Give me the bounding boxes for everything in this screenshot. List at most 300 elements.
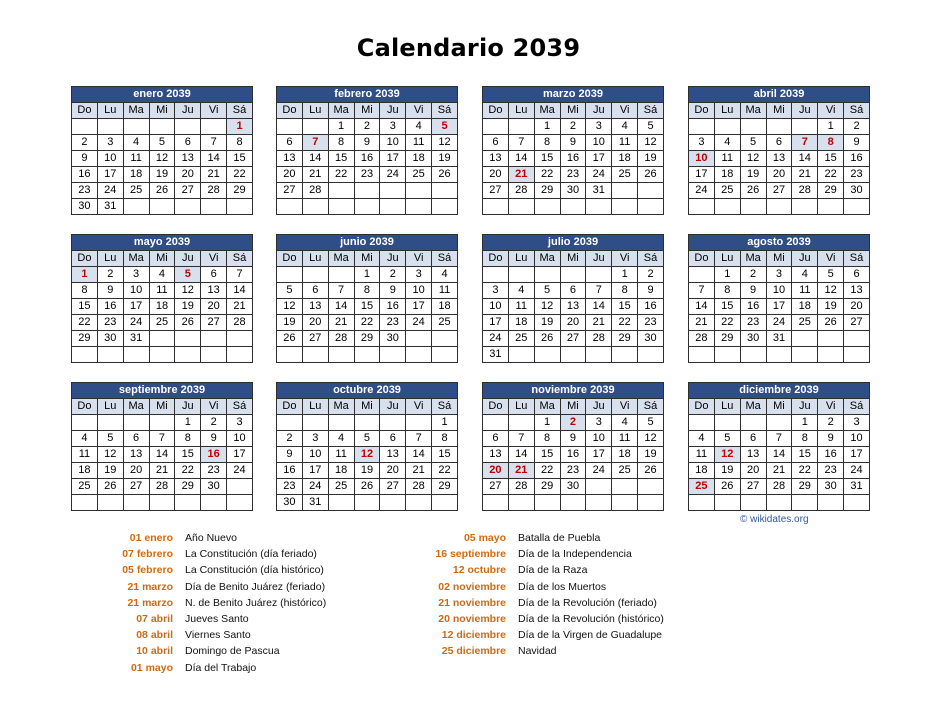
empty-day-cell [201, 495, 227, 511]
empty-day-cell [175, 119, 201, 135]
day-cell: 4 [714, 135, 740, 151]
day-cell: 2 [638, 267, 664, 283]
day-cell: 22 [792, 463, 818, 479]
holiday-name: Viernes Santo [185, 629, 251, 642]
day-cell: 10 [766, 283, 792, 299]
day-cell: 4 [406, 119, 432, 135]
day-cell: 25 [612, 167, 638, 183]
holiday-day-cell: 10 [689, 151, 715, 167]
day-cell: 24 [586, 463, 612, 479]
day-cell: 11 [612, 431, 638, 447]
day-cell: 1 [714, 267, 740, 283]
day-cell: 18 [123, 167, 149, 183]
weekday-label: Do [72, 251, 98, 267]
day-cell: 20 [483, 167, 509, 183]
day-cell: 16 [560, 151, 586, 167]
empty-day-cell [406, 347, 432, 363]
day-cell: 28 [792, 183, 818, 199]
day-cell: 6 [560, 283, 586, 299]
weekday-label: Sá [227, 399, 253, 415]
day-cell: 24 [844, 463, 870, 479]
holiday-day-cell: 5 [175, 267, 201, 283]
holiday-row [420, 611, 664, 627]
holiday-date: 20 noviembre [438, 612, 506, 625]
day-cell: 28 [508, 479, 534, 495]
day-cell: 24 [766, 315, 792, 331]
day-cell: 25 [72, 479, 98, 495]
day-cell: 6 [201, 267, 227, 283]
day-cell: 13 [277, 151, 303, 167]
month-name: febrero 2039 [277, 87, 458, 103]
empty-day-cell [406, 331, 432, 347]
day-cell: 24 [380, 167, 406, 183]
weekday-label: Mi [766, 399, 792, 415]
empty-day-cell [380, 415, 406, 431]
holiday-day-cell: 1 [72, 267, 98, 283]
day-cell: 8 [432, 431, 458, 447]
day-cell: 4 [792, 267, 818, 283]
day-cell: 7 [328, 283, 354, 299]
empty-day-cell [792, 331, 818, 347]
day-cell: 4 [612, 415, 638, 431]
month-calendar [276, 382, 458, 511]
holiday-date: 10 abril [136, 645, 173, 658]
day-cell: 17 [97, 167, 123, 183]
holiday-list-left [100, 530, 326, 676]
holiday-date: 21 marzo [127, 596, 173, 609]
day-cell: 27 [175, 183, 201, 199]
weekday-label: Ma [534, 399, 560, 415]
day-cell: 28 [227, 315, 253, 331]
empty-day-cell [302, 347, 328, 363]
day-cell: 3 [406, 267, 432, 283]
empty-day-cell [638, 479, 664, 495]
day-cell: 25 [406, 167, 432, 183]
empty-day-cell [406, 199, 432, 215]
day-cell: 7 [766, 431, 792, 447]
day-cell: 11 [406, 135, 432, 151]
empty-day-cell [72, 119, 98, 135]
empty-day-cell [534, 267, 560, 283]
day-cell: 1 [534, 415, 560, 431]
empty-day-cell [740, 119, 766, 135]
holiday-day-cell: 7 [302, 135, 328, 151]
day-cell: 22 [432, 463, 458, 479]
day-cell: 8 [175, 431, 201, 447]
empty-day-cell [612, 495, 638, 511]
holiday-list-right [420, 530, 664, 660]
empty-day-cell [432, 347, 458, 363]
weekday-label: Do [72, 103, 98, 119]
holiday-name: Año Nuevo [185, 532, 237, 544]
weekday-label: Vi [818, 103, 844, 119]
day-cell: 13 [483, 447, 509, 463]
weekday-label: Ju [380, 399, 406, 415]
empty-day-cell [689, 267, 715, 283]
holiday-row [420, 627, 664, 643]
day-cell: 29 [612, 331, 638, 347]
day-cell: 11 [149, 283, 175, 299]
empty-day-cell [818, 199, 844, 215]
day-cell: 16 [818, 447, 844, 463]
day-cell: 29 [534, 183, 560, 199]
day-cell: 5 [638, 119, 664, 135]
day-cell: 22 [534, 463, 560, 479]
day-cell: 20 [201, 299, 227, 315]
day-cell: 17 [380, 151, 406, 167]
day-cell: 4 [123, 135, 149, 151]
holiday-day-cell: 20 [483, 463, 509, 479]
day-cell: 5 [740, 135, 766, 151]
day-cell: 6 [483, 431, 509, 447]
holiday-day-cell: 2 [560, 415, 586, 431]
holiday-name: Día de la Revolución (feriado) [518, 596, 657, 609]
day-cell: 7 [227, 267, 253, 283]
empty-day-cell [714, 347, 740, 363]
day-cell: 17 [483, 315, 509, 331]
empty-day-cell [123, 495, 149, 511]
day-cell: 22 [72, 315, 98, 331]
day-cell: 15 [328, 151, 354, 167]
day-cell: 3 [123, 267, 149, 283]
empty-day-cell [175, 199, 201, 215]
day-cell: 19 [638, 151, 664, 167]
day-cell: 2 [97, 267, 123, 283]
empty-day-cell [483, 199, 509, 215]
empty-day-cell [227, 347, 253, 363]
day-cell: 4 [72, 431, 98, 447]
day-cell: 10 [97, 151, 123, 167]
weekday-label: Ju [175, 399, 201, 415]
weekday-label: Sá [844, 399, 870, 415]
empty-day-cell [328, 183, 354, 199]
day-cell: 19 [354, 463, 380, 479]
day-cell: 10 [302, 447, 328, 463]
empty-day-cell [534, 199, 560, 215]
day-cell: 14 [406, 447, 432, 463]
weekday-label: Ma [123, 103, 149, 119]
holiday-row [100, 530, 326, 546]
day-cell: 29 [227, 183, 253, 199]
day-cell: 12 [97, 447, 123, 463]
weekday-label: Sá [227, 251, 253, 267]
day-cell: 10 [123, 283, 149, 299]
day-cell: 23 [277, 479, 303, 495]
weekday-label: Do [483, 399, 509, 415]
weekday-label: Do [277, 251, 303, 267]
day-cell: 9 [201, 431, 227, 447]
empty-day-cell [766, 199, 792, 215]
empty-day-cell [792, 119, 818, 135]
day-cell: 13 [123, 447, 149, 463]
empty-day-cell [714, 199, 740, 215]
day-cell: 27 [560, 331, 586, 347]
day-cell: 25 [792, 315, 818, 331]
empty-day-cell [97, 119, 123, 135]
day-cell: 17 [844, 447, 870, 463]
holiday-day-cell: 7 [792, 135, 818, 151]
day-cell: 26 [432, 167, 458, 183]
holiday-name: N. de Benito Juárez (histórico) [185, 596, 327, 609]
day-cell: 10 [406, 283, 432, 299]
holiday-day-cell: 16 [201, 447, 227, 463]
day-cell: 13 [560, 299, 586, 315]
day-cell: 26 [277, 331, 303, 347]
empty-day-cell [432, 495, 458, 511]
weekday-label: Sá [432, 103, 458, 119]
day-cell: 1 [354, 267, 380, 283]
day-cell: 2 [560, 119, 586, 135]
weekday-label: Do [277, 399, 303, 415]
empty-day-cell [175, 331, 201, 347]
empty-day-cell [302, 119, 328, 135]
day-cell: 6 [380, 431, 406, 447]
holiday-day-cell: 12 [354, 447, 380, 463]
day-cell: 17 [227, 447, 253, 463]
weekday-label: Ma [328, 251, 354, 267]
empty-day-cell [714, 415, 740, 431]
day-cell: 25 [508, 331, 534, 347]
day-cell: 9 [560, 431, 586, 447]
holiday-row [100, 546, 326, 562]
empty-day-cell [201, 119, 227, 135]
day-cell: 13 [740, 447, 766, 463]
day-cell: 12 [740, 151, 766, 167]
day-cell: 25 [714, 183, 740, 199]
day-cell: 30 [560, 183, 586, 199]
day-cell: 16 [380, 299, 406, 315]
empty-day-cell [612, 347, 638, 363]
day-cell: 17 [123, 299, 149, 315]
day-cell: 26 [638, 463, 664, 479]
month-name: mayo 2039 [72, 235, 253, 251]
day-cell: 23 [560, 463, 586, 479]
day-cell: 2 [380, 267, 406, 283]
weekday-label: Lu [97, 399, 123, 415]
day-cell: 10 [483, 299, 509, 315]
day-cell: 15 [792, 447, 818, 463]
day-cell: 20 [123, 463, 149, 479]
empty-day-cell [766, 347, 792, 363]
day-cell: 3 [302, 431, 328, 447]
month-name: noviembre 2039 [483, 383, 664, 399]
day-cell: 19 [740, 167, 766, 183]
day-cell: 22 [534, 167, 560, 183]
month-calendar [482, 234, 664, 363]
day-cell: 22 [175, 463, 201, 479]
day-cell: 14 [508, 447, 534, 463]
day-cell: 21 [328, 315, 354, 331]
day-cell: 9 [844, 135, 870, 151]
day-cell: 9 [818, 431, 844, 447]
holiday-date: 21 noviembre [438, 596, 506, 609]
day-cell: 25 [612, 463, 638, 479]
holiday-date: 07 abril [136, 612, 173, 625]
day-cell: 31 [766, 331, 792, 347]
empty-day-cell [406, 183, 432, 199]
weekday-label: Do [689, 103, 715, 119]
month-name: septiembre 2039 [72, 383, 253, 399]
day-cell: 5 [277, 283, 303, 299]
day-cell: 27 [302, 331, 328, 347]
weekday-label: Mi [560, 103, 586, 119]
day-cell: 8 [354, 283, 380, 299]
holiday-row [100, 595, 326, 611]
weekday-label: Vi [612, 399, 638, 415]
day-cell: 10 [586, 431, 612, 447]
day-cell: 4 [149, 267, 175, 283]
day-cell: 21 [302, 167, 328, 183]
day-cell: 2 [354, 119, 380, 135]
day-cell: 9 [740, 283, 766, 299]
day-cell: 9 [354, 135, 380, 151]
day-cell: 30 [638, 331, 664, 347]
day-cell: 9 [72, 151, 98, 167]
day-cell: 18 [328, 463, 354, 479]
empty-day-cell [302, 267, 328, 283]
empty-day-cell [560, 495, 586, 511]
weekday-label: Mi [149, 103, 175, 119]
day-cell: 8 [72, 283, 98, 299]
day-cell: 11 [714, 151, 740, 167]
weekday-label: Ma [123, 251, 149, 267]
weekday-label: Ju [380, 251, 406, 267]
day-cell: 29 [818, 183, 844, 199]
day-cell: 26 [354, 479, 380, 495]
day-cell: 11 [792, 283, 818, 299]
day-cell: 21 [766, 463, 792, 479]
empty-day-cell [432, 331, 458, 347]
month-calendar [71, 382, 253, 511]
day-cell: 15 [612, 299, 638, 315]
day-cell: 31 [483, 347, 509, 363]
month-name: julio 2039 [483, 235, 664, 251]
holiday-date: 05 febrero [122, 564, 173, 577]
day-cell: 31 [123, 331, 149, 347]
empty-day-cell [201, 331, 227, 347]
day-cell: 30 [277, 495, 303, 511]
empty-day-cell [328, 347, 354, 363]
day-cell: 11 [508, 299, 534, 315]
holiday-date: 12 diciembre [441, 629, 506, 642]
weekday-label: Ju [586, 251, 612, 267]
day-cell: 10 [227, 431, 253, 447]
weekday-label: Lu [714, 103, 740, 119]
empty-day-cell [534, 495, 560, 511]
day-cell: 3 [227, 415, 253, 431]
weekday-label: Ju [586, 399, 612, 415]
day-cell: 5 [534, 283, 560, 299]
day-cell: 30 [844, 183, 870, 199]
day-cell: 26 [175, 315, 201, 331]
day-cell: 28 [766, 479, 792, 495]
holiday-row [100, 660, 326, 676]
day-cell: 9 [560, 135, 586, 151]
day-cell: 23 [354, 167, 380, 183]
day-cell: 12 [638, 135, 664, 151]
day-cell: 13 [302, 299, 328, 315]
day-cell: 16 [97, 299, 123, 315]
day-cell: 14 [302, 151, 328, 167]
day-cell: 21 [201, 167, 227, 183]
day-cell: 15 [175, 447, 201, 463]
day-cell: 30 [818, 479, 844, 495]
day-cell: 26 [740, 183, 766, 199]
empty-day-cell [714, 495, 740, 511]
day-cell: 19 [175, 299, 201, 315]
day-cell: 14 [586, 299, 612, 315]
day-cell: 1 [612, 267, 638, 283]
day-cell: 17 [586, 447, 612, 463]
empty-day-cell [432, 199, 458, 215]
day-cell: 6 [302, 283, 328, 299]
day-cell: 16 [560, 447, 586, 463]
page-title: Calendario 2039 [356, 34, 581, 62]
day-cell: 6 [277, 135, 303, 151]
day-cell: 12 [175, 283, 201, 299]
month-name: marzo 2039 [483, 87, 664, 103]
day-cell: 6 [766, 135, 792, 151]
empty-day-cell [586, 199, 612, 215]
day-cell: 27 [844, 315, 870, 331]
empty-day-cell [508, 267, 534, 283]
empty-day-cell [483, 415, 509, 431]
day-cell: 23 [638, 315, 664, 331]
holiday-day-cell: 5 [432, 119, 458, 135]
day-cell: 1 [792, 415, 818, 431]
month-calendar [688, 86, 870, 215]
holiday-name: Batalla de Puebla [518, 532, 601, 544]
empty-day-cell [328, 267, 354, 283]
day-cell: 3 [97, 135, 123, 151]
day-cell: 12 [432, 135, 458, 151]
day-cell: 5 [97, 431, 123, 447]
day-cell: 24 [227, 463, 253, 479]
day-cell: 30 [201, 479, 227, 495]
empty-day-cell [406, 495, 432, 511]
weekday-label: Mi [560, 251, 586, 267]
empty-day-cell [97, 415, 123, 431]
empty-day-cell [149, 495, 175, 511]
empty-day-cell [149, 119, 175, 135]
day-cell: 8 [534, 135, 560, 151]
day-cell: 15 [714, 299, 740, 315]
day-cell: 25 [149, 315, 175, 331]
day-cell: 23 [201, 463, 227, 479]
day-cell: 18 [406, 151, 432, 167]
day-cell: 22 [818, 167, 844, 183]
empty-day-cell [740, 415, 766, 431]
empty-day-cell [612, 199, 638, 215]
empty-day-cell [612, 479, 638, 495]
month-calendar [482, 382, 664, 511]
day-cell: 16 [72, 167, 98, 183]
day-cell: 13 [844, 283, 870, 299]
weekday-label: Sá [638, 103, 664, 119]
weekday-label: Ju [792, 103, 818, 119]
day-cell: 16 [354, 151, 380, 167]
day-cell: 5 [638, 415, 664, 431]
day-cell: 3 [483, 283, 509, 299]
empty-day-cell [277, 267, 303, 283]
weekday-label: Lu [97, 103, 123, 119]
empty-day-cell [844, 331, 870, 347]
day-cell: 3 [380, 119, 406, 135]
credit-link[interactable]: © wikidates.org [740, 514, 809, 525]
holiday-name: La Constitución (día feriado) [185, 548, 317, 561]
empty-day-cell [766, 415, 792, 431]
day-cell: 18 [612, 151, 638, 167]
